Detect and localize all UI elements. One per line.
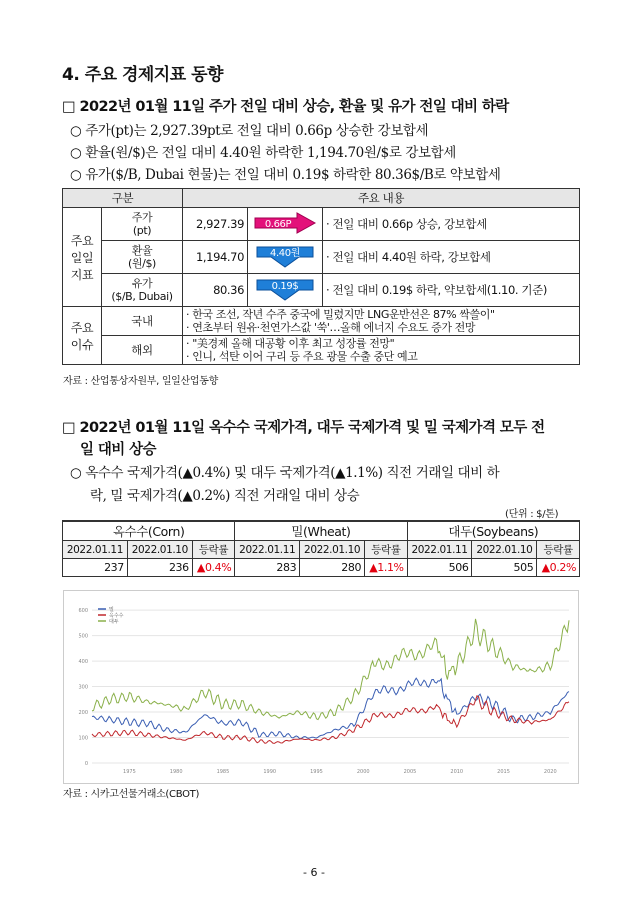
bullet-oil: ○ 유가($/B, Dubai 현물)는 전일 대비 0.19$ 하락한 80.36$/B로 약보합세	[70, 167, 501, 183]
overseas-issue-1: · "美경제 올해 대공황 이후 최고 성장률 전망"	[186, 337, 395, 350]
bullet-grain-2: 락, 밀 국제가격(▲0.2%) 직전 거래일 대비 상승	[90, 488, 360, 504]
soy-rate: ▲0.2%	[537, 559, 580, 577]
col-gubun: 구분	[63, 189, 183, 208]
wheat-rate: ▲1.1%	[365, 559, 408, 577]
table-row	[63, 241, 580, 274]
value-oil: 80.36	[183, 274, 248, 307]
x-tick-label: 2000	[356, 769, 370, 775]
badge-oil: 0.19$	[271, 280, 299, 292]
group-issue: 주요 이슈	[63, 307, 102, 365]
x-tick-label: 1980	[169, 769, 183, 775]
header-1: □ 2022년 01월 11일 주가 전일 대비 상승, 환율 및 유가 전일 대비 하락	[62, 99, 509, 115]
x-tick-label: 1985	[216, 769, 230, 775]
section-title: 4. 주요 경제지표 동향	[62, 65, 223, 85]
table-row	[63, 307, 580, 336]
legend-label: 옥수수	[109, 613, 124, 619]
label-stock: 주가 (pt)	[102, 208, 183, 241]
domestic-issue-2: · 연초부터 원유·천연가스값 '쑥'…올해 에너지 수요도 증가 전망	[186, 321, 476, 334]
page-number: - 6 -	[303, 866, 325, 879]
indicator-table	[62, 188, 580, 365]
source-2: 자료 : 시카고선물거래소(CBOT)	[63, 789, 200, 800]
sub-rate: 등락률	[537, 541, 580, 559]
label-oil: 유가 ($/B, Dubai)	[102, 274, 183, 307]
table-row	[63, 208, 580, 241]
sub-rate: 등락률	[192, 541, 235, 559]
x-tick-label: 2010	[450, 769, 464, 775]
wheat-today: 283	[235, 559, 300, 577]
group-daily: 주요 일일 지표	[63, 208, 102, 307]
overseas-issues	[183, 336, 580, 365]
wheat-prev: 280	[300, 559, 365, 577]
soy-prev: 505	[472, 559, 537, 577]
sub-date1: 2022.01.11	[407, 541, 472, 559]
sub-rate: 등락률	[365, 541, 408, 559]
y-tick-label: 100	[78, 735, 88, 742]
down-arrow-icon	[253, 277, 317, 301]
value-stock: 2,927.39	[183, 208, 248, 241]
table-row	[63, 559, 580, 577]
y-tick-label: 500	[78, 633, 88, 640]
series-line-1	[92, 678, 569, 739]
domestic-issues	[183, 307, 580, 336]
overseas-issue-2: · 인니, 석탄 이어 구리 등 주요 광물 수출 중단 예고	[186, 350, 418, 363]
y-tick-label: 300	[78, 684, 88, 691]
domestic-issue-1: · 한국 조선, 작년 수주 중국에 밀렸지만 LNG운반선은 87% 싹쓸이"	[186, 308, 495, 321]
corn-today: 237	[63, 559, 128, 577]
up-arrow-icon	[253, 212, 317, 234]
corn-prev: 236	[127, 559, 192, 577]
grain-price-chart	[63, 590, 579, 784]
y-tick-label: 400	[78, 659, 88, 666]
desc-oil: · 전일 대비 0.19$ 하락, 약보합세(1.10. 기준)	[323, 274, 580, 307]
grain-sub-row	[63, 541, 580, 559]
sub-date2: 2022.01.10	[472, 541, 537, 559]
desc-fx: · 전일 대비 4.40원 하락, 강보합세	[323, 241, 580, 274]
header-2-line-1: □ 2022년 01월 11일 옥수수 국제가격, 대두 국제가격 및 밀 국제가격 모두 전	[62, 420, 545, 436]
x-tick-label: 1995	[310, 769, 323, 775]
label-domestic: 국내	[102, 307, 183, 336]
chart-svg	[64, 591, 578, 783]
sub-date2: 2022.01.10	[127, 541, 192, 559]
label-fx: 환율 (원/$)	[102, 241, 183, 274]
y-tick-label: 600	[78, 608, 88, 615]
label-overseas: 해외	[102, 336, 183, 365]
unit-label: (단위 : $/톤)	[505, 509, 559, 520]
bullet-grain-1: ○ 옥수수 국제가격(▲0.4%) 및 대두 국제가격(▲1.1%) 직전 거래일 대비 하	[70, 465, 500, 481]
badge-cell	[248, 274, 323, 307]
x-tick-label: 2005	[403, 769, 417, 775]
badge-cell	[248, 241, 323, 274]
legend-label: 밀	[109, 607, 114, 613]
table-row	[63, 274, 580, 307]
x-tick-label: 1990	[263, 769, 277, 775]
soy-today: 506	[407, 559, 472, 577]
table-header-row	[63, 189, 580, 208]
source-1: 자료 : 산업통상자원부, 일일산업동향	[63, 376, 218, 387]
sub-date1: 2022.01.11	[63, 541, 128, 559]
x-tick-label: 2015	[497, 769, 510, 775]
col-main: 주요 내용	[183, 189, 580, 208]
desc-stock: · 전일 대비 0.66p 상승, 강보합세	[323, 208, 580, 241]
grain-table	[62, 520, 580, 577]
grain-group-row	[63, 521, 580, 541]
x-tick-label: 2020	[543, 769, 557, 775]
value-fx: 1,194.70	[183, 241, 248, 274]
table-row	[63, 336, 580, 365]
badge-stock: 0.66P	[264, 218, 292, 230]
header-2-line-2: 일 대비 상승	[80, 442, 156, 458]
bullet-fx: ○ 환율(원/$)은 전일 대비 4.40원 하락한 1,194.70원/$로 강보합세	[70, 145, 456, 161]
legend-label: 대두	[109, 619, 119, 625]
badge-cell	[248, 208, 323, 241]
sub-date2: 2022.01.10	[300, 541, 365, 559]
y-tick-label: 200	[78, 710, 88, 717]
group-corn: 옥수수(Corn)	[63, 521, 235, 541]
group-wheat: 밀(Wheat)	[235, 521, 407, 541]
y-tick-label: 0	[84, 761, 88, 767]
down-arrow-icon	[253, 244, 317, 268]
group-soy: 대두(Soybeans)	[407, 521, 579, 541]
bullet-stock: ○ 주가(pt)는 2,927.39pt로 전일 대비 0.66p 상승한 강보합세	[70, 123, 429, 139]
corn-rate: ▲0.4%	[192, 559, 235, 577]
x-tick-label: 1975	[123, 769, 136, 775]
sub-date1: 2022.01.11	[235, 541, 300, 559]
badge-fx: 4.40원	[270, 247, 300, 259]
